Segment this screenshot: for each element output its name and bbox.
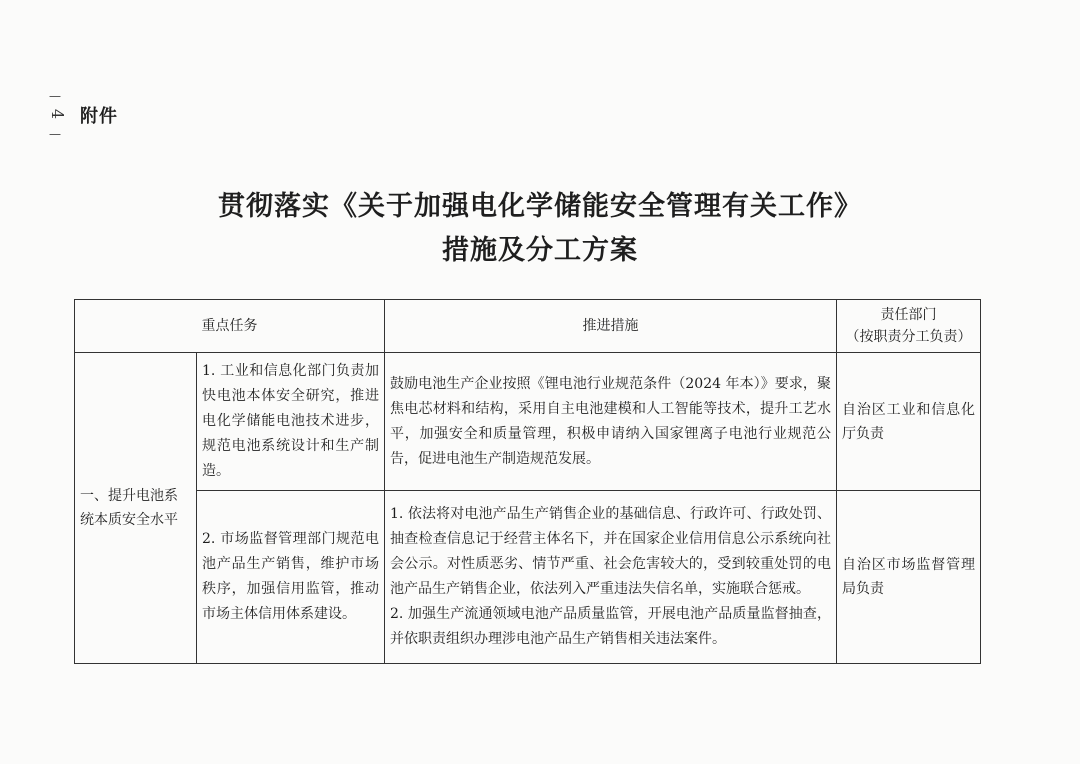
header-dept-line1: 责任部门 bbox=[880, 307, 937, 323]
attachment-label: 附件 bbox=[80, 106, 118, 127]
page-number-dash-top: — bbox=[49, 89, 61, 103]
page-number bbox=[44, 90, 66, 142]
measure-item-1: 1. 依法将对电池产品生产销售企业的基础信息、行政许可、行政处罚、抽查检查信息记于经营主体名下，并在国家企业信用信息公示系统向社会公示。对性质恶劣、情节严重、社会危害较大的，受到较重处罚的电池产品生产销售企业，依法列入严重违法失信名单，实施联合惩戒。 bbox=[390, 506, 831, 597]
measures-cell: 鼓励电池生产企业按照《锂电池行业规范条件（2024 年本）》要求，聚焦电芯材料和结构，采用自主电池建模和人工智能等技术，提升工艺水平，加强安全和质量管理，积极申请纳入国家锂离子电池行业规范公告，促进电池生产制造规范发展。 bbox=[385, 353, 837, 491]
measure-item-2: 2. 加强生产流通领域电池产品质量监管，开展电池产品质量监督抽查，并依职责组织办理涉电池产品生产销售相关违法案件。 bbox=[390, 606, 831, 647]
header-dept-line2: （按职责分工负责） bbox=[845, 329, 972, 345]
dept-cell: 自治区工业和信息化厅负责 bbox=[837, 353, 981, 491]
task-cell: 2. 市场监督管理部门规范电池产品生产销售，维护市场秩序，加强信用监管，推动市场主体信用体系建设。 bbox=[197, 491, 385, 664]
page-number-dash-bottom: — bbox=[49, 127, 61, 141]
plan-table bbox=[74, 299, 981, 664]
task-cell: 1. 工业和信息化部门负责加快电池本体安全研究，推进电化学储能电池技术进步，规范电池系统设计和生产制造。 bbox=[197, 353, 385, 491]
task-category: 一、提升电池系统本质安全水平 bbox=[75, 353, 197, 664]
document-title-line1: 贯彻落实《关于加强电化学储能安全管理有关工作》 bbox=[218, 191, 862, 222]
table-header-row bbox=[75, 300, 981, 353]
table-row bbox=[75, 491, 981, 664]
dept-cell: 自治区市场监督管理局负责 bbox=[837, 491, 981, 664]
header-key-task: 重点任务 bbox=[75, 300, 385, 353]
header-measures: 推进措施 bbox=[385, 300, 837, 353]
table-row bbox=[75, 353, 981, 491]
header-dept bbox=[837, 300, 981, 353]
page-number-value: 4 bbox=[48, 108, 67, 120]
document-title-line2: 措施及分工方案 bbox=[442, 235, 638, 266]
measures-cell bbox=[385, 491, 837, 664]
